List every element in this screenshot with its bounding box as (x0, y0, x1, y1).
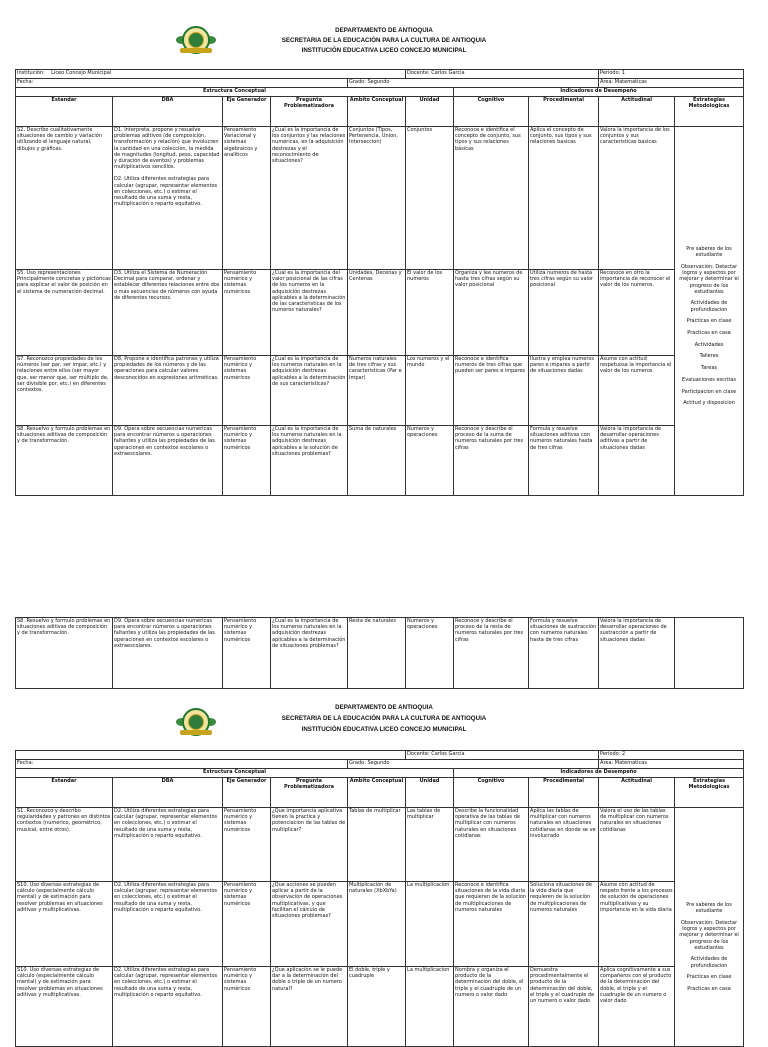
pregunta-cell: ¿Que aplicación se le puede dar a la determinación del doble o triple de un numero natural? (271, 967, 348, 1047)
col-estandar: Estandar (16, 97, 113, 127)
pregunta-cell: ¿Cual es la importancia del valor posicional de las cifras de los numeros en la adquisición destrezas aplicables a la determinación de las caracteristicas de los numeros naturales? (271, 270, 348, 356)
cognitivo-cell: Reconoce e identifica el concepto de conjunto, sus tipos y sus relaciones básicas (454, 127, 529, 270)
col-unidad: Unidad (406, 778, 454, 808)
actitudinal-cell: Valora la importancia de desarrollar operaciones aditivas a partir de situaciones dadas (599, 426, 675, 496)
pregunta-cell: ¿Cual es la importancia de los numeros naturales en la adquisición destrezas aplicables a la determinación de sus características? (271, 356, 348, 426)
fecha-cell: Fecha: (16, 79, 348, 88)
header-line-3: INSTITUCIÓN EDUCATIVA LICEO CONCEJO MUNICIPAL (301, 726, 467, 733)
procedimental-cell: Formula y resuelve situaciones aditivas con numeros naturales hasta de tres cifras (529, 426, 599, 496)
cognitivo-cell: Describe la funcionalidad operativa de las tablas de multiplicar con numeros naturales en situaciones cotidianas (454, 808, 529, 882)
estandar-cell: S10. Uso diversas estrategias de cálculo (especialmente cálculo mental) y de estimación para resolver problemas en situaciones aditivas y multiplicativas. (16, 882, 113, 967)
header-line-2: SECRETARIA DE LA EDUCACIÓN PARA LA CULTURA DE ANTIOQUIA (281, 715, 487, 722)
col-procedimental: Procedimental (529, 778, 599, 808)
ambito-cell: Resta de naturales (348, 618, 406, 689)
grado-cell: Grado: Segundo (348, 79, 599, 88)
indicadores-header: Indicadores de Desempeño (454, 769, 744, 778)
estructura-conceptual-header: Estructura Conceptual (16, 769, 454, 778)
table-row (16, 618, 744, 689)
ambito-cell: El doble, triple y cuadruple (348, 967, 406, 1047)
col-dba: DBA (113, 97, 223, 127)
pregunta-cell: ¿Cual es la importancia de los numeros naturales en la adquisición destrezas aplicables a la solución de situaciones problemas? (271, 426, 348, 496)
ambito-cell: Unidades, Decenas y Centenas (348, 270, 406, 356)
header-line-1: DEPARTAMENTO DE ANTIOQUIA (335, 704, 433, 711)
actitudinal-cell: Aplica cognitivamente a sus compañeros con el producto de la determinación del doble, el triple y el cuadruple de un numero o valor dado (599, 967, 675, 1047)
cognitivo-cell: Nombra y organiza el producto de la determinación del doble, el triple y el cuadruple de un numero o valor dado (454, 967, 529, 1047)
unidad-cell: Las tablas de multiplicar (406, 808, 454, 882)
actitudinal-cell: Asume con actitud respetuosa la importancia el valor de los numeros (599, 356, 675, 426)
eje-cell: Pensamiento numérico y sistemas numéricos (223, 426, 271, 496)
grado-cell: Grado: Segundo (348, 760, 599, 769)
estandar-cell: S1. Reconozco y describo regularidades y patrones en distintos contextos (numérico, geométrico, musical, entre otros). (16, 808, 113, 882)
col-eje: Eje Generador (223, 97, 271, 127)
pregunta-cell: ¿Cual es la importancia de los conjuntos y las relaciones numéricas, en la adquisición destrezas y el reconocimiento de situaciones? (271, 127, 348, 270)
estructura-conceptual-header: Estructura Conceptual (16, 88, 454, 97)
estrategias-cell: Pre saberes de los estudiante Observación: Detectar logros y aspectos por mejorar y determinar el progreso de los estudiantes Actividades de profundizacion Practicas en clase Practicas en casa Actividades Talleres Tareas Evaluaciones escritas Participacion en clase Actitud y disposicion (675, 127, 744, 496)
estandar-cell: S10. Uso diversas estrategias de cálculo (especialmente cálculo mental) y de estimación para resolver problemas en situaciones aditivas y multiplicativas. (16, 967, 113, 1047)
fecha-cell: Fecha: (16, 760, 348, 769)
actitudinal-cell: Valora la importancia de desarrollar operaciones de sustracción a partir de situaciones dadas (599, 618, 675, 689)
pregunta-cell: ¿Que importancia aplicativa tienen la practica y potenciacion de las tablas de multiplicar? (271, 808, 348, 882)
estrategias-cell (675, 618, 744, 689)
cognitivo-cell: Reconoce y describe el proceso de la suma de numeros naturales por tres cifras (454, 426, 529, 496)
header-line-3: INSTITUCIÓN EDUCATIVA LICEO CONCEJO MUNICIPAL (301, 47, 467, 54)
estandar-cell: S8. Resuelvo y formulo problemas en situaciones aditivas de composición y de transformación. (16, 618, 113, 689)
eje-cell: Pensamiento numérico y sistemas numéricos (223, 270, 271, 356)
periodo-cell: Periodo: 1 (599, 70, 744, 79)
actitudinal-cell: Valora la importancia de los conjuntos y sus caracteristicas basicas (599, 127, 675, 270)
table-row (16, 356, 744, 426)
unidad-cell: Conjuntos (406, 127, 454, 270)
col-estrategias: Estrategias Metodologicas (675, 97, 744, 127)
procedimental-cell: Demuestra procedimentalmente el producto de la determinación del doble, el triple y el cuadruple de un numero o valor dado (529, 967, 599, 1047)
pregunta-cell: ¿Cual es la importancia de los numeros naturales en la adquisición destrezas aplicables a la determinación de situaciones problemas? (271, 618, 348, 689)
col-ambito: Ámbito Conceptual (348, 97, 406, 127)
eje-cell: Pensamiento Variacional y sistemas algebraicos y analiticos (223, 127, 271, 270)
eje-cell: Pensamiento numérico y sistemas numéricos (223, 882, 271, 967)
periodo-cell: Periodo: 2 (599, 751, 744, 760)
table-row (16, 882, 744, 967)
table-row (16, 967, 744, 1047)
page1-plan-table (15, 69, 744, 496)
area-cell: Área: Matematicas (599, 79, 744, 88)
procedimental-cell: Ilustra y emplea numeros pares e impares a partir de situaciones dadas (529, 356, 599, 426)
institucion-cell (16, 751, 406, 760)
actitudinal-cell: Asume con actitud de respeto frente a los procesos de solución de operaciones multiplicativas y su importancia en la vida diaria (599, 882, 675, 967)
dba-cell: D9. Opera sobre secuencias numéricas para encontrar números u operaciones faltantes y utiliza las propiedades de las operaciones en contextos escolares o extraescolares. (113, 618, 223, 689)
ambito-cell: Multiplicación de naturales (XbXbYa) (348, 882, 406, 967)
table-row (16, 127, 744, 270)
col-pregunta: Pregunta Problematizadora (271, 778, 348, 808)
col-actitudinal: Actitudinal (599, 778, 675, 808)
table-row (16, 270, 744, 356)
dba-cell: D2. Utiliza diferentes estrategias para calcular (agrupar, representar elementos en colecciones, etc.) o estimar el resultado de una suma y resta, multiplicación o reparto equitativo. (113, 882, 223, 967)
header-line-2: SECRETARIA DE LA EDUCACIÓN PARA LA CULTURA DE ANTIOQUIA (281, 37, 487, 44)
procedimental-cell: Formula y resuelve situaciones de sustracción con numeros naturales hasta de tres cifras (529, 618, 599, 689)
actitudinal-cell: Reconoce en otro la importancia de reconocer el valor de los numeros. (599, 270, 675, 356)
procedimental-cell: Soluciona situaciones de la vida diaria que requieren de la solución de multiplicaciones de numeros naturales (529, 882, 599, 967)
procedimental-cell: Aplica las tablas de multiplicar con numeros naturales en situaciones cotidianas en donde se ve involucrado (529, 808, 599, 882)
table-row (16, 426, 744, 496)
eje-cell: Pensamiento numérico y sistemas numéricos (223, 618, 271, 689)
col-ambito: Ámbito Conceptual (348, 778, 406, 808)
estrategias-cell: Pre saberes de los estudiante Observación: Detectar logros y aspectos por mejorar y determinar el progreso de los estudiantes Actividades de profundizacion Practicas en clase Practicas en casa (675, 808, 744, 1047)
col-cognitivo: Cognitivo (454, 97, 529, 127)
ambito-cell: Conjuntos (Tipos, Pertenencia, Union, Interseccion) (348, 127, 406, 270)
procedimental-cell: Utiliza numeros de hasta tres cifras según su valor posicional (529, 270, 599, 356)
estandar-cell: S7. Reconozco propiedades de los números (ser par, ser impar, etc.) y relaciones entre ellos (ser mayor que, ser menor que, ser múltiplo de, ser divisible por, etc.) en diferentes contextos. (16, 356, 113, 426)
institucion-cell: Institución: Liceo Concejo Municipal (16, 70, 406, 79)
indicadores-header: Indicadores de Desempeño (454, 88, 744, 97)
page2-plan-table (15, 750, 744, 1047)
ambito-cell: Tablas de multiplicar (348, 808, 406, 882)
col-cognitivo: Cognitivo (454, 778, 529, 808)
docente-cell: Docente: Carlos García (406, 70, 599, 79)
dba-cell: D1. Interpreta, propone y resuelve problemas aditivos (de composición, transformación y relación) que involucren la cantidad en una colección, la medida de magnitudes (longitud, peso, capacidad y duración de eventos) y problemas multiplicativos sencillos. D2. Utiliza diferentes estrategias para calcular (agrupar, representar elementos en colecciones, etc.) o estimar el resultado de una suma y resta, multiplicación o reparto equitativo. (113, 127, 223, 270)
dba-cell: D9. Opera sobre secuencias numéricas para encontrar números u operaciones faltantes y utiliza las propiedades de las operaciones en contextos escolares o extraescolares. (113, 426, 223, 496)
cognitivo-cell: Reconoce y describe el proceso de la resta de numeros naturales por tres cifras (454, 618, 529, 689)
unidad-cell: Numeros y operaciones (406, 618, 454, 689)
header-line-1: DEPARTAMENTO DE ANTIOQUIA (335, 27, 433, 34)
col-estrategias: Estrategias Metodologicas (675, 778, 744, 808)
unidad-cell: Numeros y operaciones (406, 426, 454, 496)
eje-cell: Pensamiento numérico y sistemas numéricos (223, 808, 271, 882)
unidad-cell: La multiplicacion (406, 967, 454, 1047)
col-eje: Eje Generador (223, 778, 271, 808)
area-cell: Área: Matematicas (599, 760, 744, 769)
col-estandar: Estandar (16, 778, 113, 808)
col-pregunta: Pregunta Problematizadora (271, 97, 348, 127)
page1-continuation-table (15, 617, 744, 689)
eje-cell: Pensamiento numérico y sistemas numéricos (223, 356, 271, 426)
cognitivo-cell: Reconoce e identifica numeros de tres cifras que pueden ser pares e impares (454, 356, 529, 426)
unidad-cell: El valor de los numeros (406, 270, 454, 356)
unidad-cell: La multiplicacion (406, 882, 454, 967)
table-row (16, 808, 744, 882)
estandar-cell: S5. Uso representaciones Principalmente concretas y pictóricas para explicar el valor de posición en el sistema de numeración decimal. (16, 270, 113, 356)
actitudinal-cell: Valora el uso de las tablas de multiplicar con numeros naturales en situaciones cotidianas (599, 808, 675, 882)
col-dba: DBA (113, 778, 223, 808)
col-actitudinal: Actitudinal (599, 97, 675, 127)
ambito-cell: Numeros naturales de tres cifras y sus caracteristicas (Par e Impar) (348, 356, 406, 426)
unidad-cell: Los numeros y el mundo (406, 356, 454, 426)
dba-cell: D3. Utiliza el Sistema de Numeración Decimal para comparar, ordenar y establecer diferentes relaciones entre dos o más secuencias de números con ayuda de diferentes recursos. (113, 270, 223, 356)
col-procedimental: Procedimental (529, 97, 599, 127)
ambito-cell: Suma de naturales (348, 426, 406, 496)
estandar-cell: S8. Resuelvo y formulo problemas en situaciones aditivas de composición y de transformación. (16, 426, 113, 496)
col-unidad: Unidad (406, 97, 454, 127)
dba-cell: D2. Utiliza diferentes estrategias para calcular (agrupar, representar elementos en colecciones, etc.) o estimar el resultado de una suma y resta, multiplicación o reparto equitativo. (113, 808, 223, 882)
dba-cell: D2. Utiliza diferentes estrategias para calcular (agrupar, representar elementos en colecciones, etc.) o estimar el resultado de una suma y resta, multiplicación o reparto equitativo. (113, 967, 223, 1047)
cognitivo-cell: Organiza y lee numeros de hasta tres cifras según su valor posicional (454, 270, 529, 356)
procedimental-cell: Aplica el concepto de conjunto, sus tipos y sus relaciones basicas (529, 127, 599, 270)
docente-cell: Docente: Carlos García (406, 751, 599, 760)
estandar-cell: S2. Describo cualitativamente situaciones de cambio y variación utilizando el lenguaje natural, dibujos y gráficas. (16, 127, 113, 270)
pregunta-cell: ¿Que acciones se pueden aplicar a partir de la observación de operaciones multiplicativas, y que facilitan el cálculo de situaciones problemas? (271, 882, 348, 967)
dba-cell: D8. Propone e identifica patrones y utiliza propiedades de los números y de las operaciones para calcular valores desconocidos en expresiones aritméticas. (113, 356, 223, 426)
eje-cell: Pensamiento numérico y sistemas numéricos (223, 967, 271, 1047)
cognitivo-cell: Reconoce e identifica situaciones de la vida diaria que requieren de la solución de multiplicaciones de numeros naturales (454, 882, 529, 967)
